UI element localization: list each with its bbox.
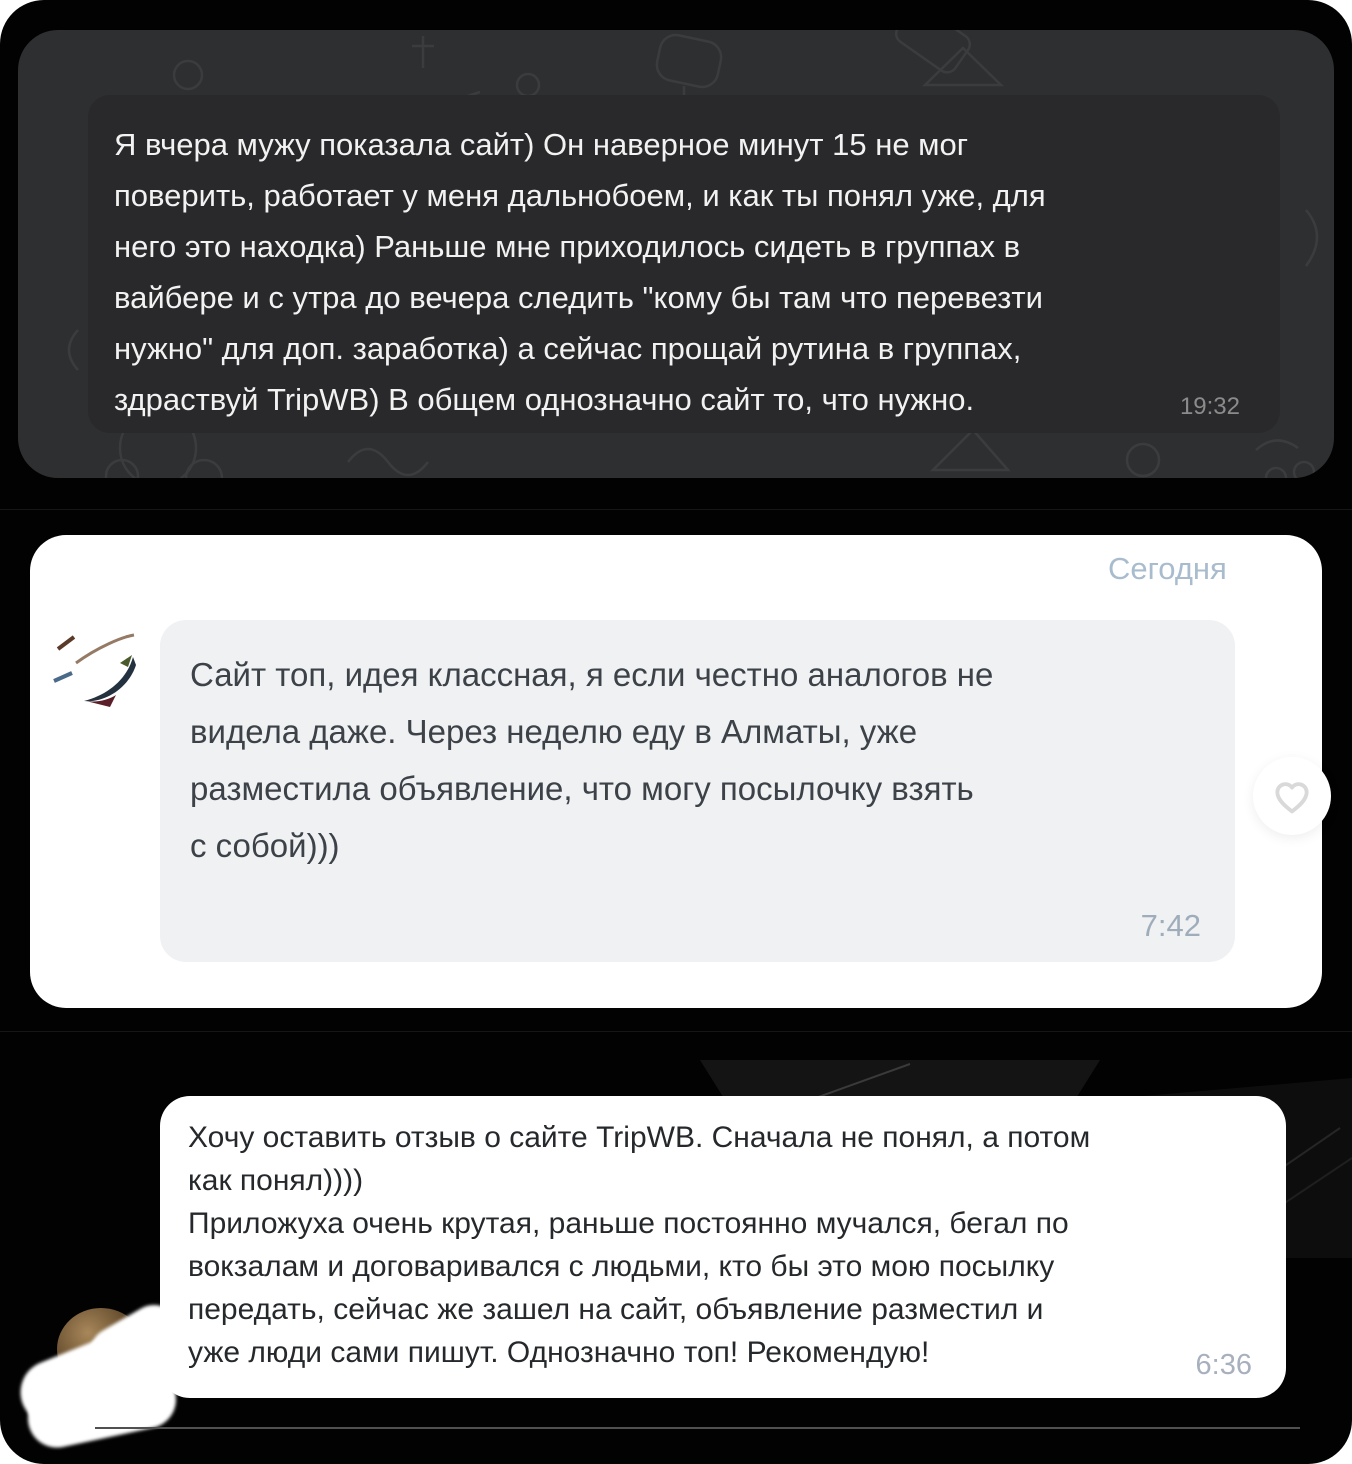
screenshot-seam bbox=[0, 1031, 1352, 1032]
avatar[interactable] bbox=[40, 615, 150, 725]
screenshot-seam bbox=[0, 509, 1352, 510]
message-line: здраствуй TripWB) В общем однозначно сайт то, что нужно. bbox=[114, 382, 975, 417]
message-bubble bbox=[160, 1096, 1286, 1398]
message-line: нужно" для доп. заработка) а сейчас прощай рутина в группах, bbox=[114, 331, 1022, 366]
message-line: Приложуха очень крутая, раньше постоянно мучался, бегал по bbox=[188, 1207, 1069, 1240]
message-line: Сайт топ, идея классная, я если честно аналогов не bbox=[190, 656, 994, 693]
message-line: видела даже. Через неделю еду в Алматы, уже bbox=[190, 713, 918, 750]
message-line: передать, сейчас же зашел на сайт, объявление разместил и bbox=[188, 1293, 1044, 1326]
message-line: Хочу оставить отзыв о сайте TripWB. Сначала не понял, а потом bbox=[188, 1121, 1091, 1154]
chat-screenshot-light bbox=[30, 535, 1322, 1008]
message-line: вокзалам и договаривался с людьми, кто бы это мою посылку bbox=[188, 1250, 1055, 1283]
reaction-button[interactable] bbox=[1253, 757, 1331, 835]
message-timestamp: 6:36 bbox=[1195, 1349, 1252, 1381]
message-line: как понял)))) bbox=[188, 1164, 364, 1197]
date-header: Сегодня bbox=[1108, 551, 1227, 586]
message-bubble bbox=[160, 620, 1235, 962]
chat-screenshot-dark bbox=[18, 30, 1334, 478]
message-timestamp: 19:32 bbox=[1179, 393, 1240, 420]
heart-icon bbox=[1270, 774, 1314, 818]
message-line: уже люди сами пишут. Однозначно топ! Рекомендую! bbox=[188, 1336, 930, 1369]
divider bbox=[95, 1427, 1300, 1429]
message-timestamp: 7:42 bbox=[1140, 908, 1201, 943]
message-line: вайбере и с утра до вечера следить "кому бы там что перевезти bbox=[114, 280, 1043, 315]
avatar[interactable] bbox=[25, 1300, 225, 1464]
avatar-image bbox=[40, 615, 150, 725]
message-line: с собой))) bbox=[190, 827, 340, 864]
message-line: Я вчера мужу показала сайт) Он наверное минут 15 не мог bbox=[114, 127, 969, 162]
message-line: разместила объявление, что могу посылочку взять bbox=[190, 770, 974, 807]
message-bubble bbox=[88, 95, 1280, 433]
message-line: него это находка) Раньше мне приходилось сидеть в группах в bbox=[114, 229, 1021, 264]
message-line: поверить, работает у меня дальнобоем, и как ты понял уже, для bbox=[114, 178, 1046, 213]
